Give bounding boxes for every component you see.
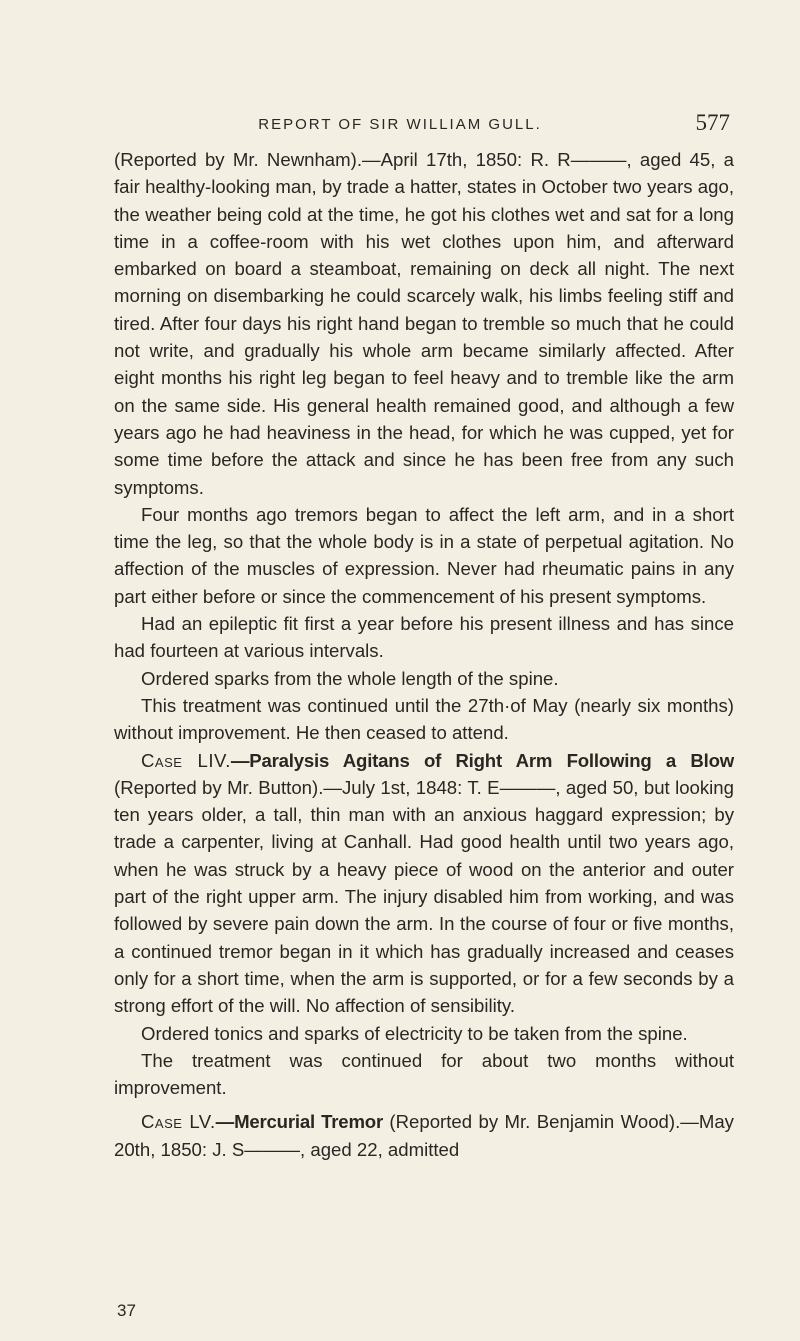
paragraph-case-54-outcome: The treatment was continued for about two months without improvement. [114, 1049, 734, 1099]
paragraph-treatment-outcome: This treatment was continued until the 27th·of May (nearly six months) without improvement. He then ceased to attend. [114, 694, 734, 744]
paragraph-left-arm-tremors: Four months ago tremors began to affect the left arm, and in a short time the leg, so that the whole body is in a state of perpetual agitation. No affection of the muscles of expression. Never had rheumatic pains in any part either before or since the commencement of his present symptoms. [114, 503, 734, 607]
paragraph-case-54-order: Ordered tonics and sparks of electricity to be taken from the spine. [141, 1022, 688, 1044]
page-header [0, 110, 800, 142]
case-54-text: (Reported by Mr. Button).—July 1st, 1848: T. E———, aged 50, but looking ten years older, a tall, thin man with an anxious haggard expression; by trade a carpenter, living at Canhall. Had good health until two years ago, when he was struck by a heavy piece of wood on the anterior and outer part of the right upper arm. The injury disabled him from working, and was followed by severe pain down the arm. In the course of four or five months, a continued tremor began in it which has gradually increased and ceases only for a short time, when the arm is supported, or for a few seconds by a strong effort of the will. No affection of sensibility. [114, 776, 734, 1017]
paragraph-case-55 [114, 1108, 734, 1163]
case-54-label: Case LIV. [141, 749, 231, 771]
paragraph-treatment-order: Ordered sparks from the whole length of the spine. [141, 667, 559, 689]
case-55-label: Case LV. [141, 1111, 216, 1133]
paragraph-case-53-history: (Reported by Mr. Newnham).—April 17th, 1850: R. R———, aged 45, a fair healthy-looking man, by trade a hatter, states in October two years ago, the weather being cold at the time, he got his clothes wet and sat for a long time in a coffee-room with his wet clothes upon him, and afterward embarked on board a steamboat, remaining on deck all night. The next morning on disembarking he could scarcely walk, his limbs feeling stiff and tired. After four days his right hand began to tremble so much that he could not write, and gradually his whole arm became similarly affected. After eight months his right leg began to feel heavy and to tremble like the arm on the same side. His general health remained good, and although a few years ago he had heaviness in the head, for which he was cupped, yet for some time before the attack and since he has been free from any such symptoms. [114, 149, 734, 498]
body-text [114, 146, 734, 1163]
page-number: 577 [695, 110, 730, 135]
case-55-text: (Reported by Mr. Benjamin Wood).—May 20th, 1850: J. S———, aged 22, admitted [114, 1111, 734, 1160]
signature-mark: 37 [117, 1301, 136, 1320]
case-55-title: —Mercurial Tremor [215, 1111, 383, 1133]
paragraph-case-54 [114, 747, 734, 1020]
paragraph-epileptic-fit: Had an epileptic fit first a year before his present illness and has since had fourteen at various intervals. [114, 613, 734, 662]
running-head: REPORT OF SIR WILLIAM GULL. [258, 116, 542, 133]
case-54-title: —Paralysis Agitans of Right Arm Following a Blow [230, 749, 734, 771]
